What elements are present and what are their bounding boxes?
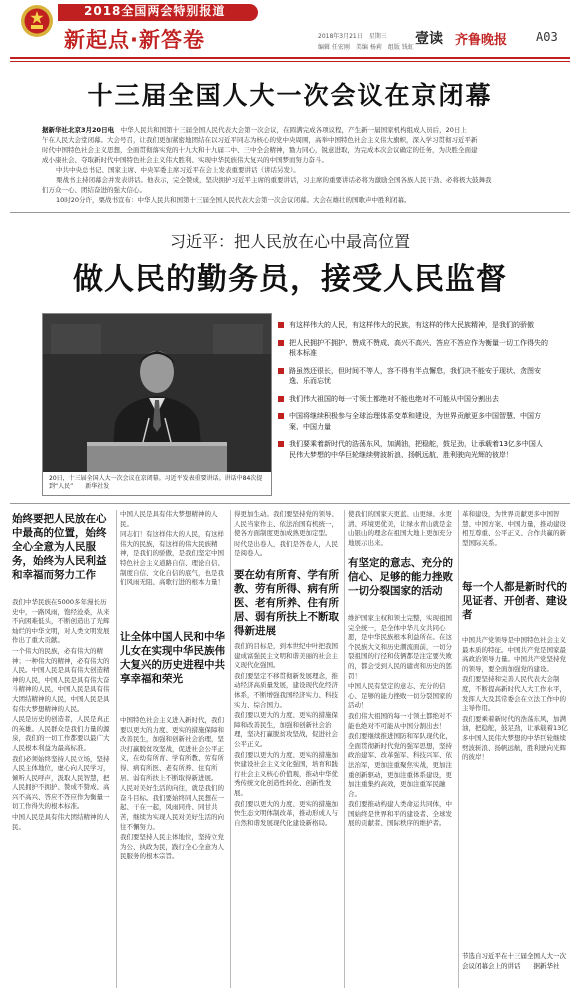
lead-paragraph-8: 10时20分许，栗战书宣布：中华人民共和国第十三届全国人民代表大会第一次会议闭幕。大会在雄壮的国歌声中胜利闭幕。: [56, 196, 411, 204]
key-point: 我们伟大祖国的每一寸领土都绝对不能也绝对不可能从中国分割出去: [278, 394, 548, 405]
lead-dateline: 据新华社北京3月20日电: [42, 126, 115, 134]
section-divider: [10, 212, 570, 213]
lead-paragraph-7: 们万众一心、团结奋进的强大信心。: [42, 186, 146, 194]
square-bullet-icon: [278, 396, 284, 402]
story-headline: 做人民的勤务员，接受人民监督: [73, 262, 507, 297]
column-5-text-top: 革和建设，为世界贡献更多中国智慧、中国方案、中国力量，推动建设相互尊重、公平正义、合作共赢的新型国际关系。: [462, 510, 566, 547]
masthead-rule-thin: [10, 61, 570, 62]
news-photo-frame: [42, 313, 272, 496]
speaker-at-podium-image: [43, 314, 271, 472]
key-point: 路虽然还很长，但时间不等人，容不得有半点懈怠，我们决不能安于现状、贪图安逸、乐而忘忧: [278, 366, 548, 387]
lead-paragraph-2: 午在人民大会堂闭幕。大会号召，让我们更加紧密地团结在以习近平同志为核心的党中央周围，高举中国特色社会主义伟大旗帜，深入学习贯彻习近平新: [42, 136, 478, 144]
key-point: 有这样伟大的人民，有这样伟大的民族，有这样的伟大民族精神，是我们的骄傲: [278, 320, 548, 331]
key-point: 中国将继续积极参与全球治理体系变革和建设，为世界贡献更多中国智慧、中国方案、中国力量: [278, 411, 548, 432]
story-kicker: 习近平：把人民放在心中最高位置: [169, 232, 410, 251]
issue-date: 2018年3月21日 星期三: [318, 33, 387, 40]
lead-paragraph-5: 中共中央总书记、国家主席、中央军委主席习近平在会上发表重要讲话（讲话另发）。: [56, 166, 300, 174]
square-bullet-icon: [278, 322, 284, 328]
page-label: 壹读: [415, 31, 443, 47]
column-4-text-top: 使我们的国家天更蓝、山更绿、水更清、环境更优美，让绿水青山就是金山银山的理念在祖国大地上更加充分地展示出来。: [348, 510, 452, 547]
key-points-list: [278, 320, 548, 467]
square-bullet-icon: [278, 413, 284, 419]
news-photo: [43, 314, 271, 472]
column-3-text: 我们的目标是，到本世纪中叶把我国建成富强民主文明和谐美丽的社会主义现代化强国。 我们要坚定不移贯彻新发展理念，推动经济高质量发展，建设现代化经济体系，不断增强我国经济实力、科技实力、综合国力。 我们要以更大的力度、更实的措施保障和改善民生，加强和创新社会治理，坚决打赢脱贫攻坚战，促进社会公平正义。 我们要以更大的力度、更实的措施加快建设社会主义文化强国，培育和践行社会主义核心价值观，推动中华优秀传统文化创造性转化、创新性发展。 我们要以更大的力度、更实的措施加快生态文明体制改革，推动形成人与自然和谐发展现代化建设新格局。: [234, 642, 338, 827]
page-number: A03: [536, 30, 558, 44]
square-bullet-icon: [278, 441, 284, 447]
column-2-text: 中国特色社会主义进入新时代，我们要以更大的力度、更实的措施保障和改善民生，加强和创新社会治理，坚决打赢脱贫攻坚战，促进社会公平正义，在幼有所育、学有所教、劳有所得、病有所医、老有所养、住有所居、弱有所扶上不断取得新进展。 人民对美好生活的向往，就是我们的奋斗目标。我们要始终同人民想在一起、干在一起，风雨同舟、同甘共苦，继续为实现人民对美好生活的向往不懈努力。 我们要坚持人民主体地位，坚持立党为公、执政为民，践行全心全意为人民服务的根本宗旨。: [120, 716, 224, 861]
masthead: [0, 0, 580, 62]
key-point: 我们要乘着新时代的浩荡东风，加满油，把稳舵，鼓足劲，让承载着13亿多中国人民伟大梦想的中华巨轮继续劈波斩浪、扬帆远航，胜利驶向光辉的彼岸！: [278, 439, 548, 460]
national-emblem-icon: [20, 4, 54, 38]
square-bullet-icon: [278, 368, 284, 374]
photo-caption: 20日，十三届全国人大一次会议在京闭幕。习近平发表重要讲话。讲话中84次提到“人民” 新华社发: [49, 475, 263, 490]
column-2-text-top: 中国人民是具有伟大梦想精神的人民。 同志们！有这样伟大的人民，有这样伟大的民族，有这样的伟大民族精神，是我们的骄傲，是我们坚定中国特色社会主义道路自信、理论自信、制度自信、文化自信的底气，也是我们风雨无阻、高歌行进的根本力量！: [120, 510, 224, 587]
lead-paragraph-1: 据新华社北京3月20日电 中华人民共和国第十三届全国人民代表大会第一次会议，在圆满完成各项议程，产生新一届国家机构组成人员后，20日上: [42, 126, 467, 134]
lead-paragraph-3: 时代中国特色社会主义思想，全面贯彻落实党的十九大和十九届二中、三中全会精神，勠力同心，锐意进取，为完成本次会议确定的任务，为决胜全面建: [42, 146, 478, 154]
lead-paragraph-4: 成小康社会、夺取新时代中国特色社会主义伟大胜利、实现中华民族伟大复兴的中国梦而努力奋斗。: [42, 156, 328, 164]
square-bullet-icon: [278, 340, 284, 346]
column-4-subhead: 有坚定的意志、充分的信心、足够的能力挫败一切分裂国家的活动: [348, 557, 453, 597]
key-point: 把人民拥护不拥护、赞成不赞成、高兴不高兴、答应不答应作为衡量一切工作得失的根本标准: [278, 338, 548, 359]
source-credit: 节选自习近平在十三届全国人大一次会议闭幕会上的讲话 据新华社: [462, 952, 566, 970]
masthead-rule: [10, 57, 570, 59]
column-rule: [116, 510, 117, 988]
lead-paragraph-6: 栗战书主持闭幕会并发表讲话。他表示，完全赞成，坚决拥护习近平主席的重要讲话，习主席的重要讲话必将为激励全国各族人民干劲、必将极大鼓舞我: [56, 176, 492, 184]
column-5-subhead: 每一个人都是新时代的见证者、开创者、建设者: [462, 581, 567, 621]
column-rule: [458, 510, 459, 988]
lead-headline: 十三届全国人大一次会议在京闭幕: [87, 81, 493, 110]
column-3-text-top: 得更加生动。我们要坚持党的领导、人民当家作主、依法治国有机统一，使各方面制度更加成熟更加定型。 时代是出卷人，我们是答卷人，人民是阅卷人。: [234, 510, 338, 558]
column-1-text: 我们中华民族在5000多年漫长历史中，一路风雨，饱经沧桑，从来不向困难低头，不断创造出了光辉灿烂的中华文明，对人类文明发展作出了重大贡献。 一个伟大的民族，必有伟大的精神；一种伟大的精神，必有伟大的人民。中国人民是具有伟大创造精神的人民，中国人民是具有伟大奋斗精神的人民，中国人民是具有伟大团结精神的人民，中国人民是具有伟大梦想精神的人民。 人民是历史的创造者，人民是真正的英雄。人民群众是我们力量的源泉，我们的一切工作都要以最广大人民根本利益为最高标准。 我们必须始终坚持人民立场，坚持人民主体地位，虚心向人民学习，倾听人民呼声，汲取人民智慧，把人民拥护不拥护、赞成不赞成、高兴不高兴、答应不答应作为衡量一切工作得失的根本标准。 中国人民是具有伟大团结精神的人民。: [12, 598, 110, 831]
column-rule: [344, 510, 345, 988]
column-2-subhead: 让全体中国人民和中华儿女在实现中华民族伟大复兴的历史进程中共享幸福和荣光: [120, 631, 225, 685]
special-report-text: 2018全国两会特别报道: [84, 4, 226, 18]
editor-credits: 编辑 任宏刚 美编 杨莉 组版 钱虹: [318, 44, 414, 51]
column-1-subhead: 始终要把人民放在心中最高的位置，始终全心全意为人民服务，始终为人民利益和幸福而努力工作: [12, 513, 107, 581]
newspaper-logo: 齐鲁晚报: [455, 33, 508, 48]
column-3-subhead: 要在幼有所育、学有所教、劳有所得、病有所医、老有所养、住有所居、弱有所扶上不断取得新进展: [234, 569, 339, 637]
column-rule: [230, 510, 231, 988]
column-5-text: 中国共产党领导是中国特色社会主义最本质的特征。中国共产党是国家最高政治领导力量。中国共产党坚持党的领导，要全面加强党的建设。 我们要坚持和完善人民代表大会制度，不断提高新时代人大工作水平，发挥人大及其常委会在立法工作中的主导作用。 我们要乘着新时代的浩荡东风，加满油，把稳舵，鼓足劲，让承载着13亿多中国人民伟大梦想的中华巨轮继续劈波斩浪、扬帆远航，胜利驶向光辉的彼岸！: [462, 636, 568, 762]
section-title: 新起点·新答卷: [64, 28, 205, 52]
column-4-text: 维护国家主权和领土完整，实现祖国完全统一，是全体中华儿女共同心愿，是中华民族根本利益所在。在这个民族大义和历史潮流面前，一切分裂祖国的行径和伎俩都是注定要失败的，都会受到人民的谴责和历史的惩罚！ 中国人民有坚定的意志、充分的信心、足够的能力挫败一切分裂国家的活动！ 我们伟大祖国的每一寸领土都绝对不能也绝对不可能从中国分割出去！ 我们要继续推进国防和军队现代化，全面贯彻新时代党的强军思想，坚持政治建军、改革强军、科技兴军、依法治军，更加注重聚焦实战，更加注重创新驱动，更加注重体系建设，更加注重集约高效，更加注重军民融合。 我们要推动构建人类命运共同体，中国始终是世界和平的建设者、全球发展的贡献者、国际秩序的维护者。: [348, 614, 452, 828]
columns-divider: [10, 503, 570, 504]
